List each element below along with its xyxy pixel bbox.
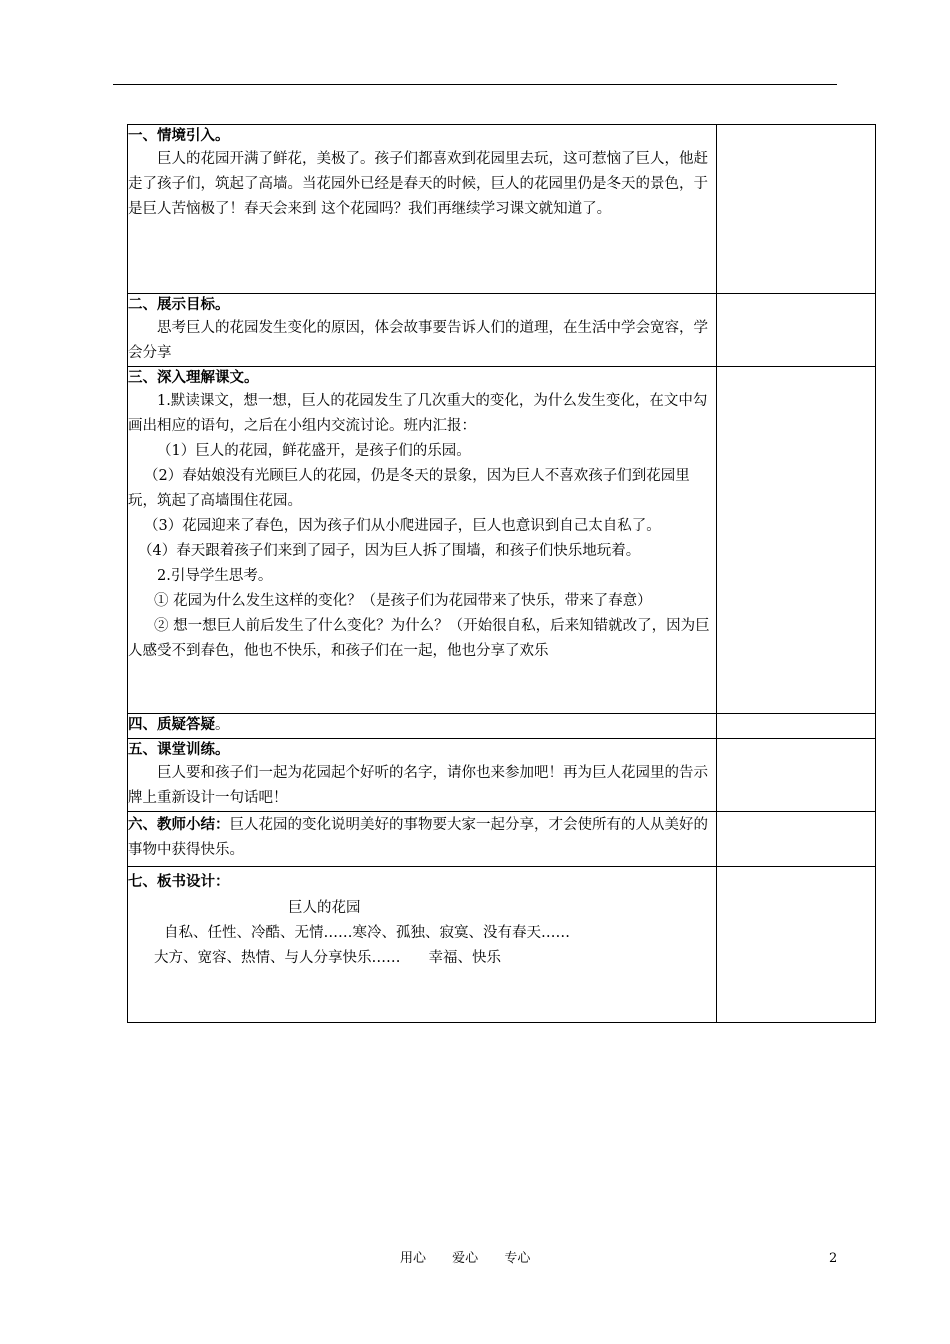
- section-2-notes: [717, 294, 876, 367]
- section-5-content: [128, 739, 717, 812]
- footer-words: [400, 1251, 552, 1267]
- page-number: 2: [829, 1251, 838, 1266]
- board-row-2-left: 大方、宽容、热情、与人分享快乐……: [154, 950, 401, 966]
- footer-word-3: 专心: [504, 1251, 531, 1266]
- section-row-6: [128, 812, 876, 867]
- section-1-content: [128, 125, 717, 294]
- section-5-notes: [717, 739, 876, 812]
- section-3-intro: 1.默读课文，想一想，巨人的花园发生了几次重大的变化，为什么发生变化，在文中勾画出相应的语句，之后在小组内交流讨论。班内汇报：: [128, 393, 708, 434]
- board-row-1: [128, 921, 716, 946]
- lesson-plan-table: [127, 124, 876, 1023]
- board-title: 巨人的花园: [288, 900, 361, 916]
- section-row-5: [128, 739, 876, 812]
- section-3-guide: 2.引导学生思考。: [157, 568, 273, 584]
- section-6-paragraph: [128, 812, 716, 863]
- board-row-1-right: 寒冷、孤独、寂寞、没有春天……: [352, 925, 570, 941]
- section-row-4: [128, 714, 876, 739]
- section-4-title-line: [128, 714, 716, 736]
- board-row-2-right: 幸福、快乐: [428, 950, 501, 966]
- section-6-content: [128, 812, 717, 867]
- section-6-text: 巨人花园的变化说明美好的事物要大家一起分享，才会使所有的人从美好的事物中获得快乐。: [128, 817, 708, 858]
- section-4-content: [128, 714, 717, 739]
- section-1-title: 一、情境引入。: [128, 127, 230, 144]
- section-7-title: 七、板书设计：: [128, 873, 230, 890]
- board-row-2: [128, 946, 716, 971]
- section-2-text: 思考巨人的花园发生变化的原因，体会故事要告诉人们的道理，在生活中学会宽容，学会分享: [128, 320, 708, 361]
- section-3-notes: [717, 367, 876, 714]
- section-1-notes: [717, 125, 876, 294]
- section-row-7: [128, 867, 876, 1023]
- section-6-notes: [717, 812, 876, 867]
- section-2-title: 二、展示目标。: [128, 296, 230, 313]
- section-6-title: 六、教师小结：: [128, 816, 230, 833]
- section-5-text: 巨人要和孩子们一起为花园起个好听的名字，请你也来参加吧！再为巨人花园里的告示牌上重新设计一句话吧！: [128, 765, 708, 806]
- section-3-item-2: （2）春姑娘没有光顾巨人的花园，仍是冬天的景象，因为巨人不喜欢孩子们到花园里玩，筑起了高墙围住花园。: [128, 468, 690, 509]
- section-5-title: 五、课堂训练。: [128, 741, 230, 758]
- section-4-notes: [717, 714, 876, 739]
- section-7-notes: [717, 867, 876, 1023]
- board-row-1-left: 自私、任性、冷酷、无情……: [164, 925, 353, 941]
- section-7-content: [128, 867, 717, 1023]
- section-4-title: 四、质疑答疑: [128, 716, 215, 733]
- footer-word-1: 用心: [400, 1251, 427, 1266]
- section-row-2: [128, 294, 876, 367]
- section-row-1: [128, 125, 876, 294]
- section-3-item-4: （4）春天跟着孩子们来到了园子，因为巨人拆了围墙，和孩子们快乐地玩着。: [138, 543, 641, 559]
- section-3-question-2: ② 想一想巨人前后发生了什么变化？为什么？（开始很自私，后来知错就改了，因为巨人感受不到春色，他也不快乐，和孩子们在一起，他也分享了欢乐: [128, 618, 710, 659]
- section-3-item-1: （1）巨人的花园，鲜花盛开，是孩子们的乐园。: [157, 443, 471, 459]
- section-3-title: 三、深入理解课文。: [128, 369, 259, 386]
- section-row-3: [128, 367, 876, 714]
- footer-word-2: 爱心: [452, 1251, 479, 1266]
- section-2-content: [128, 294, 717, 367]
- section-3-question-1: ① 花园为什么发生这样的变化？（是孩子们为花园带来了快乐，带来了春意）: [154, 593, 652, 609]
- header-rule: [113, 84, 837, 85]
- section-4-title-suffix: 。: [215, 717, 230, 733]
- section-3-item-3: （3）花园迎来了春色，因为孩子们从小爬进园子，巨人也意识到自己太自私了。: [144, 518, 661, 534]
- section-1-text: 巨人的花园开满了鲜花，美极了。孩子们都喜欢到花园里去玩，这可惹恼了巨人，他赶走了孩子们，筑起了高墙。当花园外已经是春天的时候，巨人的花园里仍是冬天的景色，于是巨人苦恼极了！春天会来到 这个花园吗？我们再继续学习课文就知道了。: [128, 151, 708, 217]
- section-3-content: [128, 367, 717, 714]
